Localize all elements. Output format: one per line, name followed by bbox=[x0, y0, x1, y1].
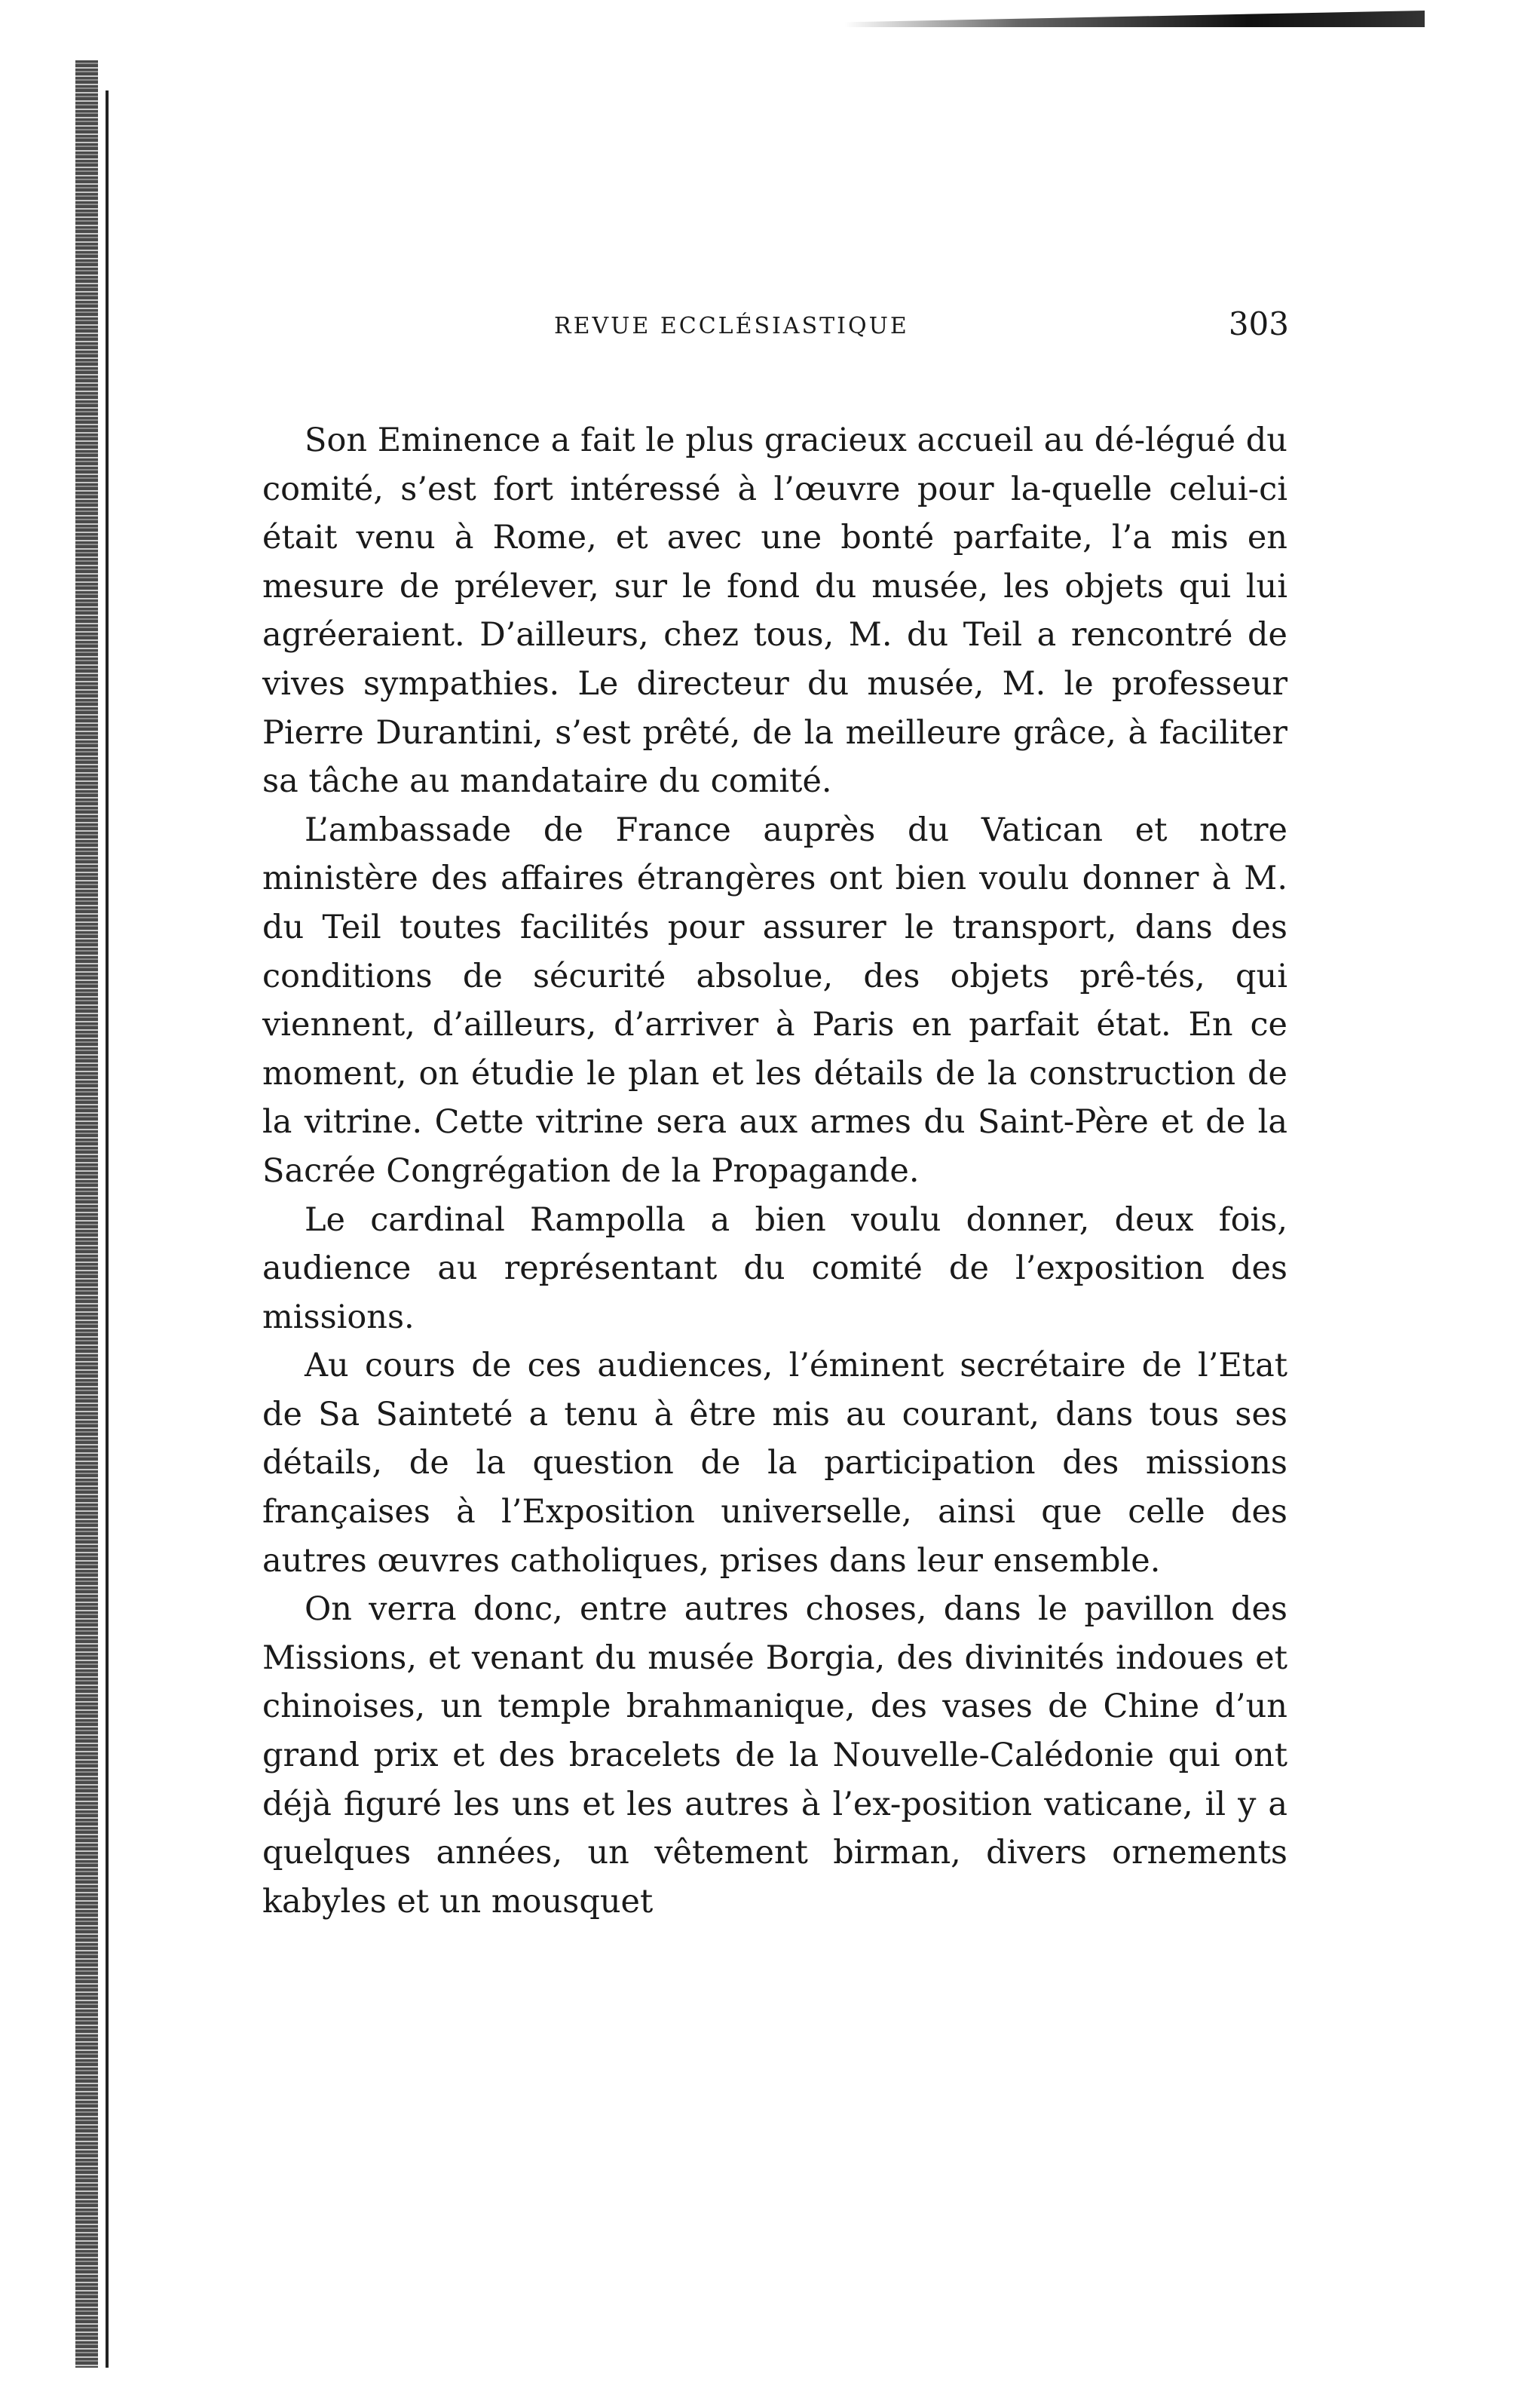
paragraph: Son Eminence a fait le plus gracieux accueil au dé-légué du comité, s’est fort intéressé à l’œuvre pour la-quelle celui-ci était venu à Rome, et avec une bonté parfaite, l’a mis en mesure de prélever, sur le fond du musée, les objets qui lui agréeraient. D’ailleurs, chez tous, M. du Teil a rencontré de vives sympathies. Le directeur du musée, M. le professeur Pierre Durantini, s’est prêté, de la meilleure grâce, à faciliter sa tâche au mandataire du comité. bbox=[262, 422, 1287, 801]
scan-binding-edge bbox=[75, 60, 98, 2368]
running-title: REVUE ECCLÉSIASTIQUE bbox=[554, 313, 909, 339]
scan-binding-line bbox=[106, 90, 109, 2368]
paragraph: On verra donc, entre autres choses, dans le pavillon des Missions, et venant du musée Borgia, des divinités indoues et chinoises, un temple brahmanique, des vases de Chine d’un grand prix et des bracelets de la Nouvelle-Calédonie qui ont déjà figuré les uns et les autres à l’ex-position vaticane, il y a quelques années, un vêtement birman, divers ornements kabyles et un mousquet bbox=[262, 1590, 1287, 1921]
body-text bbox=[262, 416, 1287, 1926]
paragraph: L’ambassade de France auprès du Vatican et notre ministère des affaires étrangères ont bien voulu donner à M. du Teil toutes facilités pour assurer le transport, dans des conditions de sécurité absolue, des objets prê-tés, qui viennent, d’ailleurs, d’arriver à Paris en parfait état. En ce moment, on étudie le plan et les détails de la construction de la vitrine. Cette vitrine sera aux armes du Saint-Père et de la Sacrée Congrégation de la Propagande. bbox=[262, 811, 1287, 1190]
paragraph: Au cours de ces audiences, l’éminent secrétaire de l’Etat de Sa Sainteté a tenu à être mis au courant, dans tous ses détails, de la question de la participation des missions françaises à l’Exposition universelle, ainsi que celle des autres œuvres catholiques, prises dans leur ensemble. bbox=[262, 1347, 1287, 1580]
page-number: 303 bbox=[1228, 305, 1289, 342]
page-header bbox=[264, 305, 1289, 351]
paragraph: Le cardinal Rampolla a bien voulu donner, deux fois, audience au représentant du comité de l’exposition des missions. bbox=[262, 1200, 1287, 1336]
scan-artifact bbox=[844, 11, 1425, 27]
